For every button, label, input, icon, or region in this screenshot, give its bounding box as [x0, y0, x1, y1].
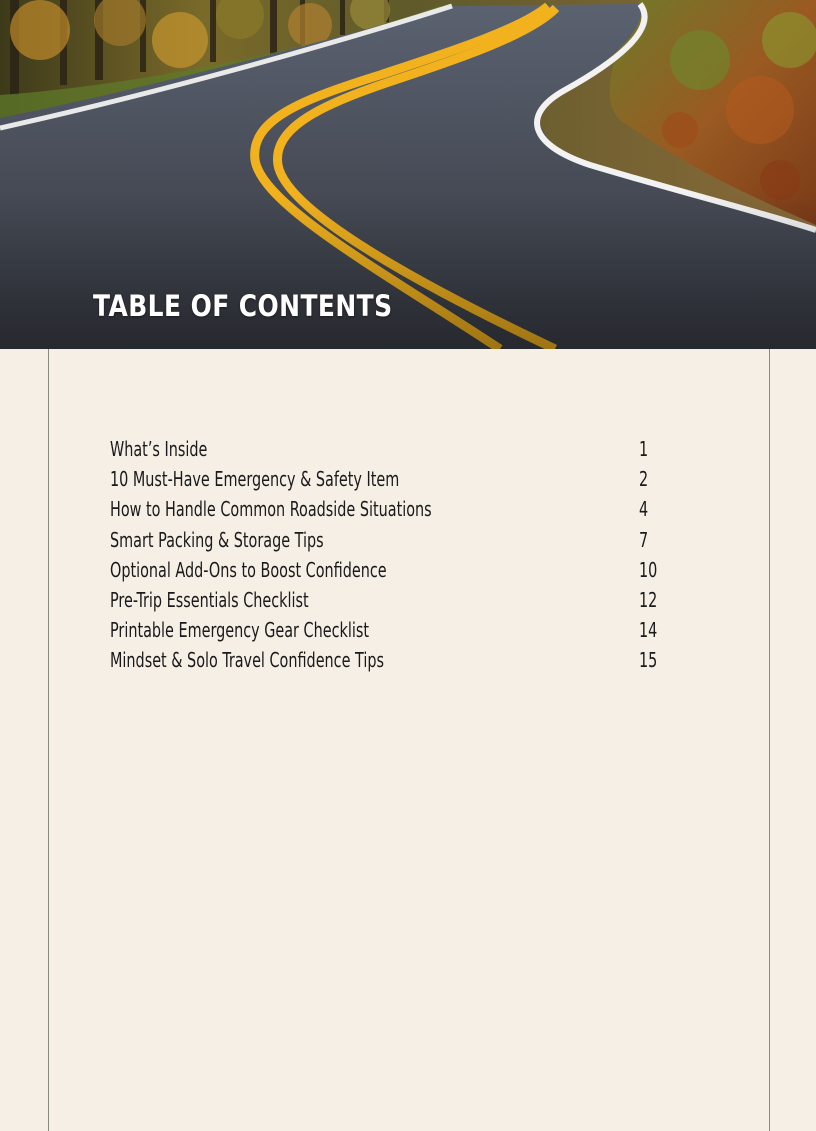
toc-entry-page: 7 [639, 527, 649, 552]
toc-entry[interactable] [110, 615, 670, 645]
toc-entry-title: Mindset & Solo Travel Confidence Tips [110, 648, 384, 673]
table-of-contents [110, 434, 670, 676]
toc-entry[interactable] [110, 585, 670, 615]
toc-entry-page: 4 [639, 497, 649, 522]
page-title: TABLE OF CONTENTS [93, 289, 393, 323]
toc-entry[interactable] [110, 464, 670, 494]
toc-entry-page: 10 [639, 557, 658, 582]
toc-entry-title: Printable Emergency Gear Checklist [110, 618, 369, 643]
toc-entry-title: Pre-Trip Essentials Checklist [110, 587, 309, 612]
toc-entry-page: 15 [639, 648, 658, 673]
toc-entry[interactable] [110, 434, 670, 464]
header-photo [0, 0, 816, 349]
toc-entry-title: 10 Must-Have Emergency & Safety Item [110, 467, 400, 492]
toc-entry-title: How to Handle Common Roadside Situations [110, 497, 432, 522]
toc-entry[interactable] [110, 645, 670, 675]
toc-entry-page: 12 [639, 587, 658, 612]
toc-entry-title: Smart Packing & Storage Tips [110, 527, 324, 552]
right-margin-rule [769, 349, 770, 1131]
toc-entry-page: 2 [639, 467, 649, 492]
toc-entry-page: 14 [639, 618, 658, 643]
toc-entry-title: What’s Inside [110, 437, 208, 461]
toc-entry[interactable] [110, 555, 670, 585]
toc-entry-page: 1 [639, 437, 649, 461]
toc-entry[interactable] [110, 525, 670, 555]
toc-entry-title: Optional Add-Ons to Boost Confidence [110, 557, 387, 582]
left-margin-rule [48, 349, 49, 1131]
toc-entry[interactable] [110, 494, 670, 524]
